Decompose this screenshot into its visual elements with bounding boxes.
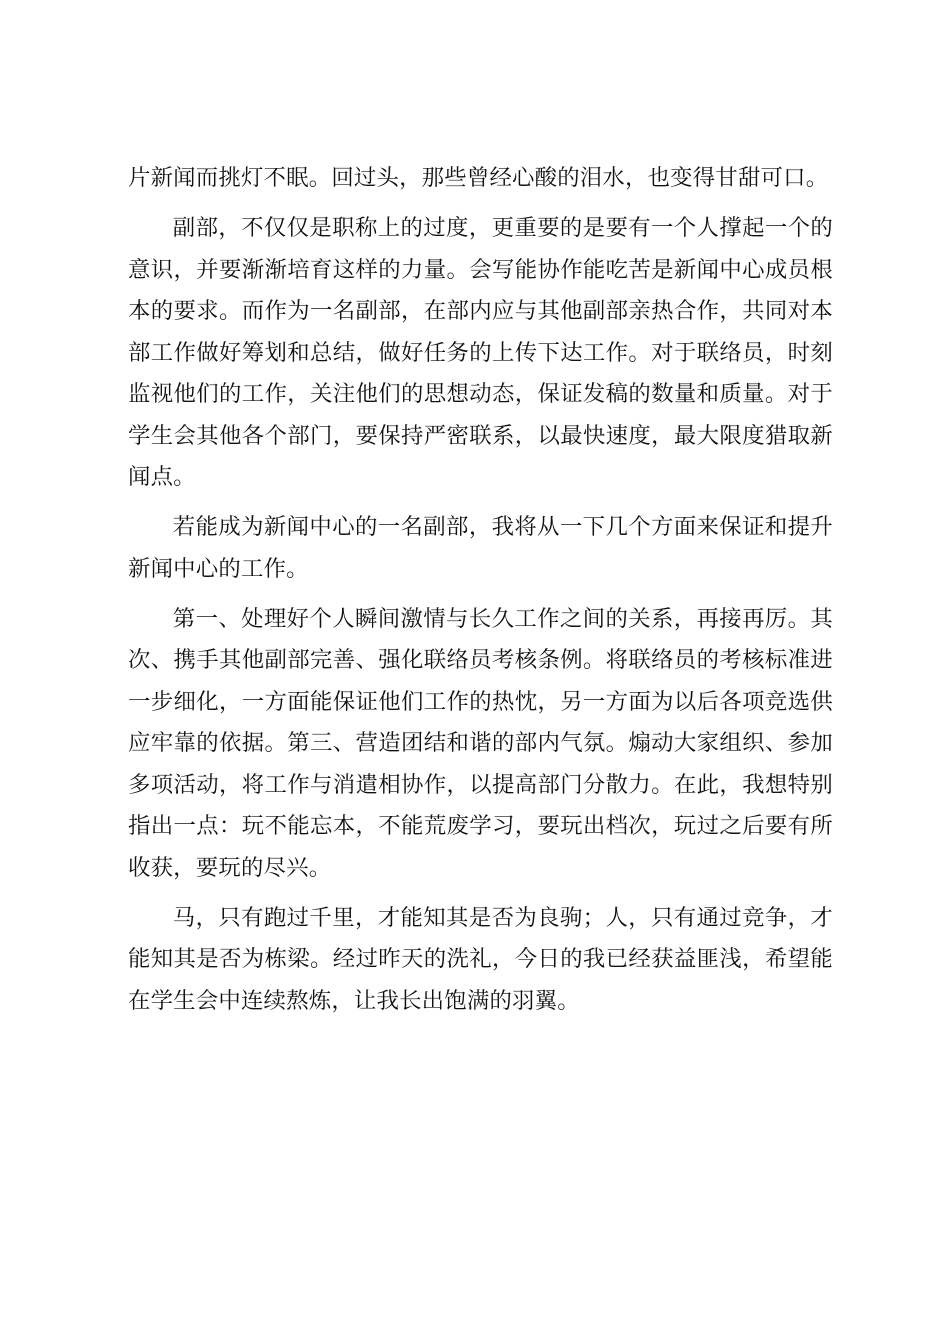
document-body (128, 158, 833, 1031)
paragraph-closing: 马，只有跑过千里，才能知其是否为良驹；人，只有通过竞争，才能知其是否为栋梁。经过昨天的洗礼，今日的我已经获益匪浅，希望能在学生会中连续熬炼，让我长出饱满的羽翼。 (128, 904, 833, 1014)
paragraph-plan-intro: 若能成为新闻中心的一名副部，我将从一下几个方面来保证和提升新闻中心的工作。 (128, 514, 833, 582)
paragraph-plan-details: 第一、处理好个人瞬间激情与长久工作之间的关系，再接再厉。其次、携手其他副部完善、强化联络员考核条例。将联络员的考核标准进一步细化，一方面能保证他们工作的热忱，另一方面为以后各项竞选供应牢靠的依据。第三、营造团结和谐的部内气氛。煽动大家组织、参加多项活动，将工作与消遣相协作，以提高部门分散力。在此，我想特别指出一点：玩不能忘本，不能荒废学习，要玩出档次，玩过之后要有所收获，要玩的尽兴。 (128, 605, 833, 881)
paragraph-vice-role: 副部，不仅仅是职称上的过度，更重要的是要有一个人撑起一个的意识，并要渐渐培育这样的力量。会写能协作能吃苦是新闻中心成员根本的要求。而作为一名副部，在部内应与其他副部亲热合作，共同对本部工作做好筹划和总结，做好任务的上传下达工作。对于联络员，时刻监视他们的工作，关注他们的思想动态，保证发稿的数量和质量。对于学生会其他各个部门，要保持严密联系，以最快速度，最大限度猎取新闻点。 (128, 215, 833, 490)
paragraph-continuation: 片新闻而挑灯不眠。回过头，那些曾经心酸的泪水，也变得甘甜可口。 (128, 165, 829, 191)
